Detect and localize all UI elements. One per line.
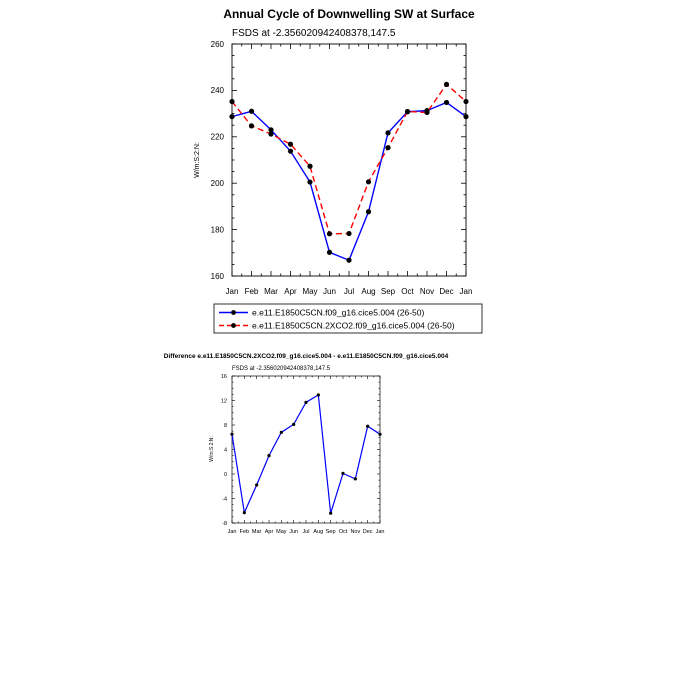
y-tick-label: -8	[222, 520, 227, 527]
data-point-series-1	[385, 145, 390, 150]
x-tick-label: Jun	[323, 287, 336, 296]
data-point-series-0	[255, 483, 258, 486]
x-tick-label: Aug	[313, 529, 324, 535]
difference-chart-subtitle: FSDS at -2.356020942408378,147.5	[232, 366, 331, 372]
data-point-series-0	[307, 179, 312, 184]
data-point-series-1	[288, 142, 293, 147]
y-tick-label: 200	[210, 179, 224, 188]
x-tick-label: Jul	[302, 529, 310, 535]
y-tick-label: 240	[210, 86, 224, 96]
x-tick-label: Jul	[343, 287, 355, 296]
data-point-series-1	[249, 123, 254, 128]
y-tick-label: 220	[210, 132, 224, 142]
series-line-1	[232, 84, 466, 233]
y-tick-label: 0	[223, 471, 227, 478]
data-point-series-0	[292, 423, 295, 426]
x-tick-label: Nov	[419, 287, 435, 296]
x-tick-label: Mar	[264, 287, 278, 296]
data-point-series-1	[424, 110, 429, 115]
data-point-series-0	[249, 109, 254, 114]
x-tick-label: Oct	[338, 529, 348, 535]
data-point-series-0	[304, 401, 307, 404]
data-point-series-1	[327, 231, 332, 236]
data-point-series-1	[229, 99, 234, 104]
data-point-series-0	[354, 477, 357, 480]
legend	[214, 304, 482, 333]
data-point-series-1	[346, 231, 351, 236]
x-tick-label: Jan	[227, 529, 237, 535]
y-tick-label: 8	[223, 422, 227, 429]
y-tick-label: 16	[220, 373, 227, 380]
data-point-series-0	[267, 454, 270, 457]
legend-label-control: e.e11.E1850C5CN.f09_g16.cice5.004 (26-50)	[252, 307, 425, 318]
x-tick-label: May	[302, 287, 318, 296]
chart-title: Annual Cycle of Downwelling SW at Surface	[223, 7, 475, 21]
data-point-series-0	[385, 130, 390, 135]
data-point-series-1	[405, 109, 410, 114]
y-tick-label: 180	[210, 225, 224, 235]
x-tick-label: Dec	[362, 529, 373, 535]
legend-marker-2xco2	[231, 323, 236, 328]
difference-chart-title: Difference e.e11.E1850C5CN.2XCO2.f09_g16.cice5.004 - e.e11.E1850C5CN.f09_g16.cice5.004	[163, 353, 449, 360]
x-tick-label: Feb	[244, 287, 259, 296]
x-tick-label: Jan	[459, 287, 473, 296]
y-axis-label: W/m:S:2:N:	[194, 142, 201, 178]
data-point-series-0	[317, 393, 320, 396]
legend-marker-control	[231, 310, 236, 315]
data-point-series-0	[280, 431, 283, 434]
x-tick-label: Jan	[225, 287, 239, 296]
data-point-series-0	[243, 511, 246, 514]
data-point-series-1	[463, 99, 468, 104]
data-point-series-0	[366, 425, 369, 428]
plot-area	[211, 40, 473, 296]
data-point-series-1	[366, 179, 371, 184]
data-point-series-0	[463, 114, 468, 119]
x-tick-label: Oct	[401, 287, 414, 296]
chart-subtitle: FSDS at -2.356020942408378,147.5	[232, 28, 396, 39]
difference-y-axis-label: W/m:S:2:N:	[209, 436, 215, 462]
x-tick-label: May	[276, 529, 287, 535]
y-tick-label: 160	[210, 271, 224, 281]
x-tick-label: Apr	[284, 287, 297, 296]
data-point-series-1	[307, 164, 312, 169]
x-tick-label: Aug	[361, 287, 376, 296]
data-point-series-1	[268, 131, 273, 136]
x-tick-label: Feb	[239, 529, 250, 535]
legend-label-2xco2: e.e11.E1850C5CN.2XCO2.f09_g16.cice5.004 (26-50)	[252, 320, 455, 331]
annual-cycle-chart	[194, 7, 475, 296]
data-point-series-0	[346, 258, 351, 263]
data-point-series-0	[378, 433, 381, 436]
y-tick-label: 4	[223, 447, 227, 454]
x-tick-label: Sep	[325, 529, 336, 535]
data-point-series-0	[341, 472, 344, 475]
x-tick-label: Apr	[264, 529, 274, 535]
x-tick-label: Mar	[251, 529, 262, 535]
plot-frame	[232, 44, 466, 276]
x-tick-label: Dec	[439, 287, 454, 296]
series-line-0	[232, 395, 380, 513]
series-line-0	[232, 102, 466, 260]
x-tick-label: Nov	[350, 529, 361, 535]
data-point-series-0	[288, 149, 293, 154]
data-point-series-1	[444, 82, 449, 87]
data-point-series-0	[229, 114, 234, 119]
legend-entry-2xco2	[219, 321, 455, 331]
plot-frame	[232, 376, 380, 523]
y-tick-label: 260	[210, 39, 224, 49]
y-tick-label: -4	[222, 496, 227, 503]
data-point-series-0	[366, 209, 371, 214]
difference-chart	[164, 353, 449, 535]
difference-plot-area	[221, 374, 385, 535]
data-point-series-0	[444, 100, 449, 105]
data-point-series-0	[230, 433, 233, 436]
data-point-series-0	[327, 250, 332, 255]
x-tick-label: Jan	[375, 529, 385, 535]
x-tick-label: Sep	[380, 287, 396, 296]
y-tick-label: 12	[220, 398, 227, 405]
x-tick-label: Jun	[289, 529, 299, 535]
data-point-series-0	[329, 512, 332, 515]
